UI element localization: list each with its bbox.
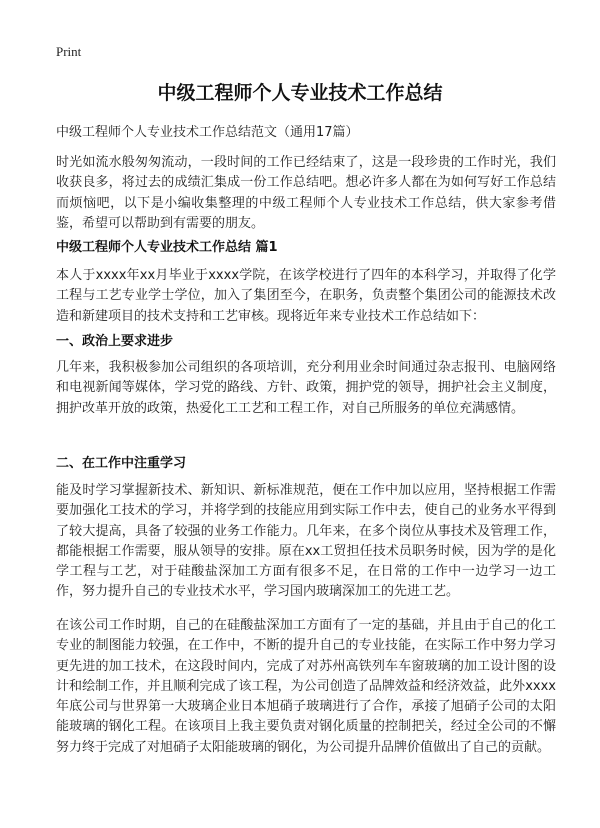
document-subtitle: 中级工程师个人专业技术工作总结范文（通用17篇） <box>56 125 359 140</box>
learning-paragraph: 能及时学习掌握新技术、新知识、新标准规范，便在工作中加以应用，坚持根据工作需要加强化工技术的学习，并将学到的技能应用到实际工作中去，使自己的业务水平得到了较大提高，具备了较强的业务工作能力。几年来，在多个岗位从事技术及管理工作，都能根据工作需要，服从领导的安排。原在xx工贸担任技术员职务时候，因为学的是化学工程与工艺，对于硅酸盐深加工方面有很多不足，在日常的工作中一边学习一边工作，努力提升自己的专业技术水平，学习国内玻璃深加工的先进工艺。 <box>56 483 556 600</box>
politics-paragraph: 几年来，我积极参加公司组织的各项培训，充分利用业余时间通过杂志报刊、电脑网络和电视新闻等媒体，学习党的路线、方针、政策，拥护党的领导，拥护社会主义制度，拥护改革开放的政策，热爱化工工艺和工程工作，对自己所服务的单位充满感情。 <box>56 360 556 416</box>
work-experience-paragraph: 在该公司工作时期，自己的在硅酸盐深加工方面有了一定的基础，并且由于自己的化工专业的制图能力较强，在工作中，不断的提升自己的专业技能，在实际工作中努力学习更先进的加工技术，在这段时间内，完成了对苏州高铁列车车窗玻璃的加工设计图的设计和绘制工作，并且顺利完成了该工程，为公司创造了品牌效益和经济效益，此外xxxx年底公司与世界第一大玻璃企业日本旭硝子玻璃进行了合作，承接了旭硝子公司的太阳能玻璃的钢化工程。在该项目上我主要负责对钢化质量的控制把关，经过全公司的不懈努力终于完成了对旭硝子太阳能玻璃的钢化，为公司提升品牌价值做出了自己的贡献。 <box>56 618 556 755</box>
section-intro-paragraph: 本人于xxxx年xx月毕业于xxxx学院，在该学校进行了四年的本科学习，并取得了化学工程与工艺专业学士学位，加入了集团至今，在职务，负责整个集团公司的能源技术改造和新建项目的技术支持和工艺审核。现将近年来专业技术工作总结如下： <box>56 268 556 324</box>
intro-paragraph: 时光如流水般匆匆流动，一段时间的工作已经结束了，这是一段珍贵的工作时光，我们收获良多，将过去的成绩汇集成一份工作总结吧。想必许多人都在为如何写好工作总结而烦恼吧，以下是小编收集整理的中级工程师个人专业技术工作总结，供大家参考借鉴，希望可以帮助到有需要的朋友。 <box>56 155 556 231</box>
print-label[interactable]: Print <box>56 44 82 59</box>
section-title: 中级工程师个人专业技术工作总结 篇1 <box>56 240 278 255</box>
heading-politics: 一、政治上要求进步 <box>56 334 174 349</box>
document-title: 中级工程师个人专业技术工作总结 <box>157 82 443 104</box>
heading-learning: 二、在工作中注重学习 <box>56 456 187 471</box>
